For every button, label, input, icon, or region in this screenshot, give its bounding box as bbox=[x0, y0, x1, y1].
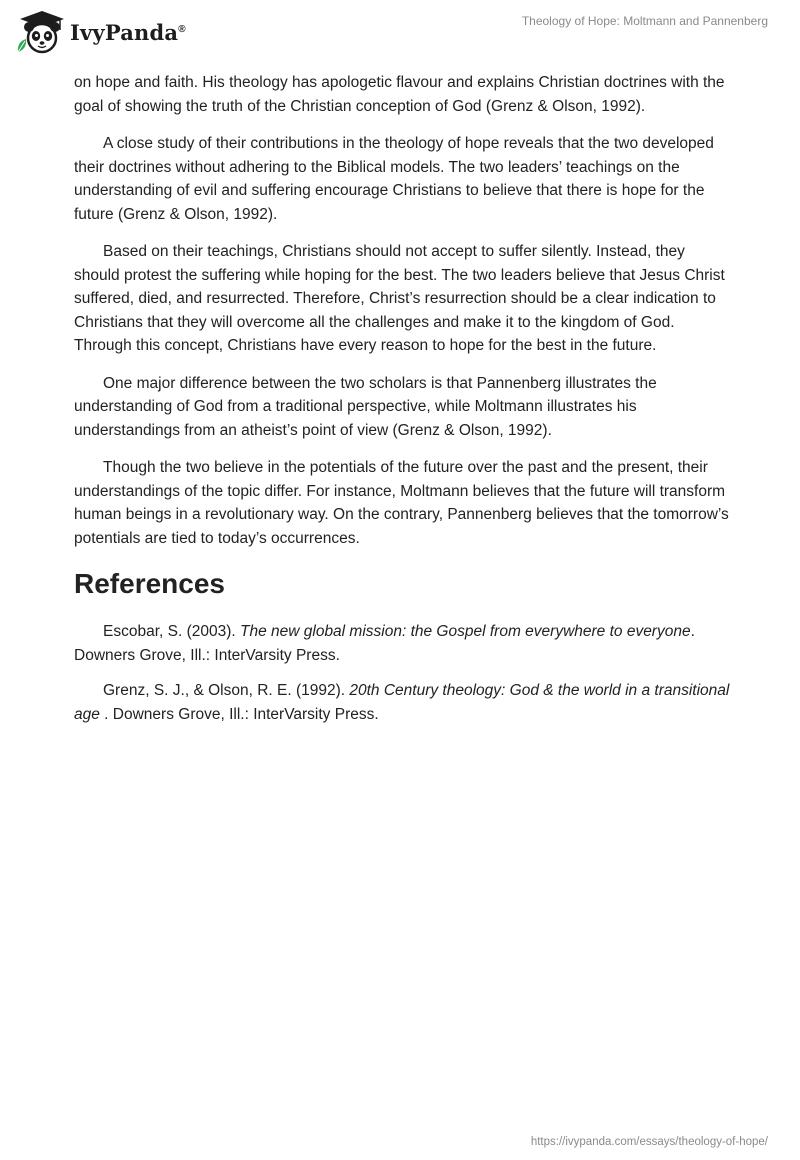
body-paragraph: Though the two believe in the potentials of the future over the past and the present, their understandings of the topic differ. For instance, Moltmann believes that the future will transform human beings in a revolutionary way. On the contrary, Pannenberg believes that the tomorrow’s potentials are tied to today’s occurrences. bbox=[74, 459, 729, 547]
document-title: Theology of Hope: Moltmann and Pannenberg bbox=[521, 14, 768, 28]
brand-name: IvyPanda® bbox=[70, 19, 186, 45]
page-header bbox=[0, 0, 800, 64]
body-paragraph: Based on their teachings, Christians should not accept to suffer silently. Instead, they should protest the suffering while hoping for the best. The two leaders believe that Jesus Christ suffered, died, and resurrected. Therefore, Christ’s resurrection should be a clear indication to Christians that they will overcome all the challenges and make it to the kingdom of God. Through this concept, Christians have every reason to hope for the best in the future. bbox=[74, 243, 725, 354]
body-paragraph: A close study of their contributions in the theology of hope reveals that the two developed their doctrines without adhering to the Biblical models. The two leaders’ teachings on the understanding of evil and suffering encourage Christians to believe that there is hope for the future (Grenz & Olson, 1992). bbox=[74, 135, 714, 223]
panda-logo-icon bbox=[14, 8, 66, 56]
essay-content bbox=[74, 71, 734, 738]
source-url-link[interactable]: https://ivypanda.com/essays/theology-of-hope/ bbox=[530, 1136, 768, 1148]
body-paragraph: One major difference between the two scholars is that Pannenberg illustrates the understanding of God from a traditional perspective, while Moltmann illustrates his understandings from an atheist’s point of view (Grenz & Olson, 1992). bbox=[74, 374, 657, 439]
body-paragraph: on hope and faith. His theology has apologetic flavour and explains Christian doctrines with the goal of showing the truth of the Christian conception of God (Grenz & Olson, 1992). bbox=[74, 74, 725, 115]
reference-item: Escobar, S. (2003). The new global mission: the Gospel from everywhere to everyone. Downers Grove, Ill.: InterVarsity Press. bbox=[74, 623, 695, 664]
reference-item: Grenz, S. J., & Olson, R. E. (1992). 20th Century theology: God & the world in a transitional age . Downers Grove, Ill.: InterVarsity Press. bbox=[74, 682, 730, 723]
ivypanda-logo[interactable] bbox=[14, 8, 186, 56]
references-heading: References bbox=[74, 568, 225, 599]
